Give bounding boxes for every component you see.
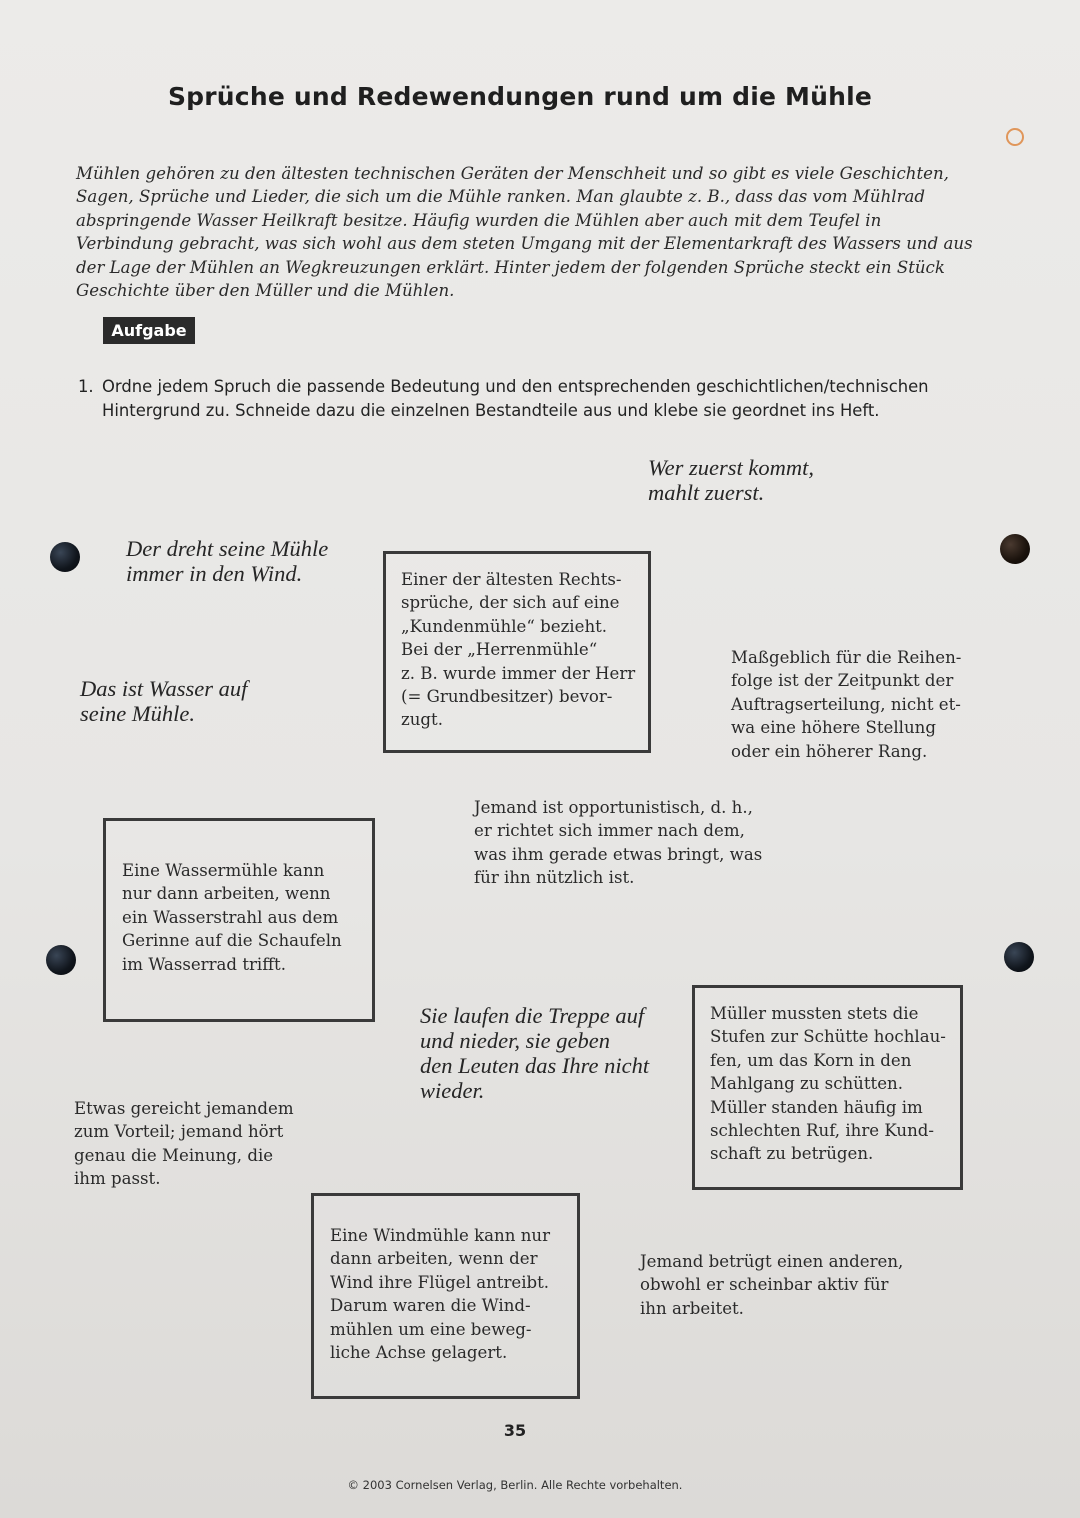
saying-line: und nieder, sie geben [420, 1028, 610, 1053]
text-line: Etwas gereicht jemandem [74, 1099, 294, 1118]
text-line: Mahlgang zu schütten. [710, 1074, 903, 1094]
task-number: 1. [78, 377, 94, 396]
page-title: Sprüche und Redewendungen rund um die Mühle [167, 82, 873, 111]
saying-line: den Leuten das Ihre nicht [420, 1053, 650, 1078]
text-line: nur dann arbeiten, wenn [122, 884, 331, 904]
background-kundenmuehle [401, 568, 635, 732]
saying-line: Sie laufen die Treppe auf [420, 1003, 645, 1028]
meaning-betruegt [640, 1250, 903, 1320]
text-line: ihn arbeitet. [640, 1298, 744, 1318]
background-wassermuehle [122, 859, 342, 976]
punch-hole-left-bottom-icon [46, 945, 76, 975]
saying-dreht-muehle [126, 536, 328, 586]
punch-hole-right-top-icon [1000, 534, 1030, 564]
saying-line: Der dreht seine Mühle [126, 536, 329, 561]
meaning-reihenfolge [731, 646, 961, 763]
text-line: Maßgeblich für die Reihen- [731, 648, 962, 667]
text-line: was ihm gerade etwas bringt, was [474, 844, 763, 864]
meaning-opportunist [474, 796, 762, 890]
text-line: Stufen zur Schütte hochlau- [710, 1027, 946, 1047]
saying-treppe [420, 1003, 649, 1103]
text-line: Wind ihre Flügel antreibt. [330, 1272, 550, 1292]
text-line: Darum waren die Wind- [330, 1296, 531, 1316]
saying-wasser-auf [80, 676, 247, 726]
saying-wer-zuerst [648, 455, 814, 505]
task-instruction: Ordne jedem Spruch die passende Bedeutung und den entsprechenden geschichtlichen/technischen Hintergrund zu. Schneide dazu die einzelnen Bestandteile aus und klebe sie geordnet ins Heft. [102, 377, 929, 420]
text-line: Eine Wassermühle kann [122, 861, 325, 880]
text-line: oder ein höherer Rang. [731, 741, 928, 761]
text-line: (= Grundbesitzer) bevor- [401, 687, 613, 707]
text-line: sprüche, der sich auf eine [401, 593, 620, 613]
text-line: Jemand betrügt einen anderen, [640, 1252, 904, 1271]
text-line: wa eine höhere Stellung [731, 718, 936, 738]
saying-line: mahlt zuerst. [648, 480, 765, 505]
task-label: Aufgabe [103, 317, 195, 344]
punch-hole-left-top-icon [50, 542, 80, 572]
background-mueller-stufen [710, 1002, 946, 1166]
intro-paragraph: Mühlen gehören zu den ältesten technischen Geräten der Menschheit und so gibt es viele Geschichten, Sagen, Sprüche und Lieder, die sich um die Mühle ranken. Man glaubte z. B., dass das vom Mühlrad abspringende Wasser Heilkraft besitze. Häufig wurden die Mühlen aber auch mit dem Teufel in Verbindung gebracht, was sich wohl aus dem steten Umgang mit der Elementarkraft des Wassers und aus der Lage der Mühlen an Wegkreuzungen erklärt. Hinter jedem der folgenden Sprüche steckt ein Stück Geschichte über den Müller und die Mühlen. [76, 164, 973, 301]
punch-hole-right-bottom-icon [1004, 942, 1034, 972]
text-line: z. B. wurde immer der Herr [401, 663, 636, 683]
text-line: zugt. [401, 710, 443, 730]
text-line: im Wasserrad trifft. [122, 954, 286, 974]
saying-line: wieder. [420, 1078, 485, 1103]
text-line: Gerinne auf die Schaufeln [122, 931, 342, 951]
ring-mark-icon [1006, 128, 1024, 146]
text-line: Jemand ist opportunistisch, d. h., [474, 798, 753, 817]
text-line: folge ist der Zeitpunkt der [731, 671, 954, 691]
text-line: fen, um das Korn in den [710, 1050, 912, 1070]
text-line: Bei der „Herrenmühle“ [401, 640, 598, 660]
text-line: für ihn nützlich ist. [474, 868, 635, 888]
text-line: liche Achse gelagert. [330, 1343, 508, 1363]
saying-line: immer in den Wind. [126, 561, 303, 586]
text-line: zum Vorteil; jemand hört [74, 1122, 284, 1142]
text-line: Müller standen häufig im [710, 1097, 923, 1117]
text-line: Müller mussten stets die [710, 1004, 919, 1023]
text-line: Eine Windmühle kann nur [330, 1226, 550, 1245]
page-number: 35 [503, 1421, 527, 1440]
saying-line: Das ist Wasser auf [80, 676, 248, 701]
background-windmuehle [330, 1224, 550, 1364]
saying-line: seine Mühle. [80, 701, 195, 726]
text-line: dann arbeiten, wenn der [330, 1249, 538, 1269]
text-line: ein Wasserstrahl aus dem [122, 907, 339, 927]
text-line: obwohl er scheinbar aktiv für [640, 1275, 889, 1295]
text-line: genau die Meinung, die [74, 1145, 274, 1165]
text-line: er richtet sich immer nach dem, [474, 821, 745, 841]
text-line: Auftragserteilung, nicht et- [731, 694, 961, 714]
copyright-notice: © 2003 Cornelsen Verlag, Berlin. Alle Rechte vorbehalten. [347, 1478, 683, 1492]
text-line: schaft zu betrügen. [710, 1144, 874, 1164]
text-line: Einer der ältesten Rechts- [401, 570, 622, 589]
text-line: mühlen um eine beweg- [330, 1319, 532, 1339]
saying-line: Wer zuerst kommt, [648, 455, 815, 480]
text-line: schlechten Ruf, ihre Kund- [710, 1121, 934, 1141]
text-line: ihm passt. [74, 1169, 161, 1189]
text-line: „Kundenmühle“ bezieht. [401, 616, 608, 636]
meaning-vorteil [74, 1097, 294, 1191]
